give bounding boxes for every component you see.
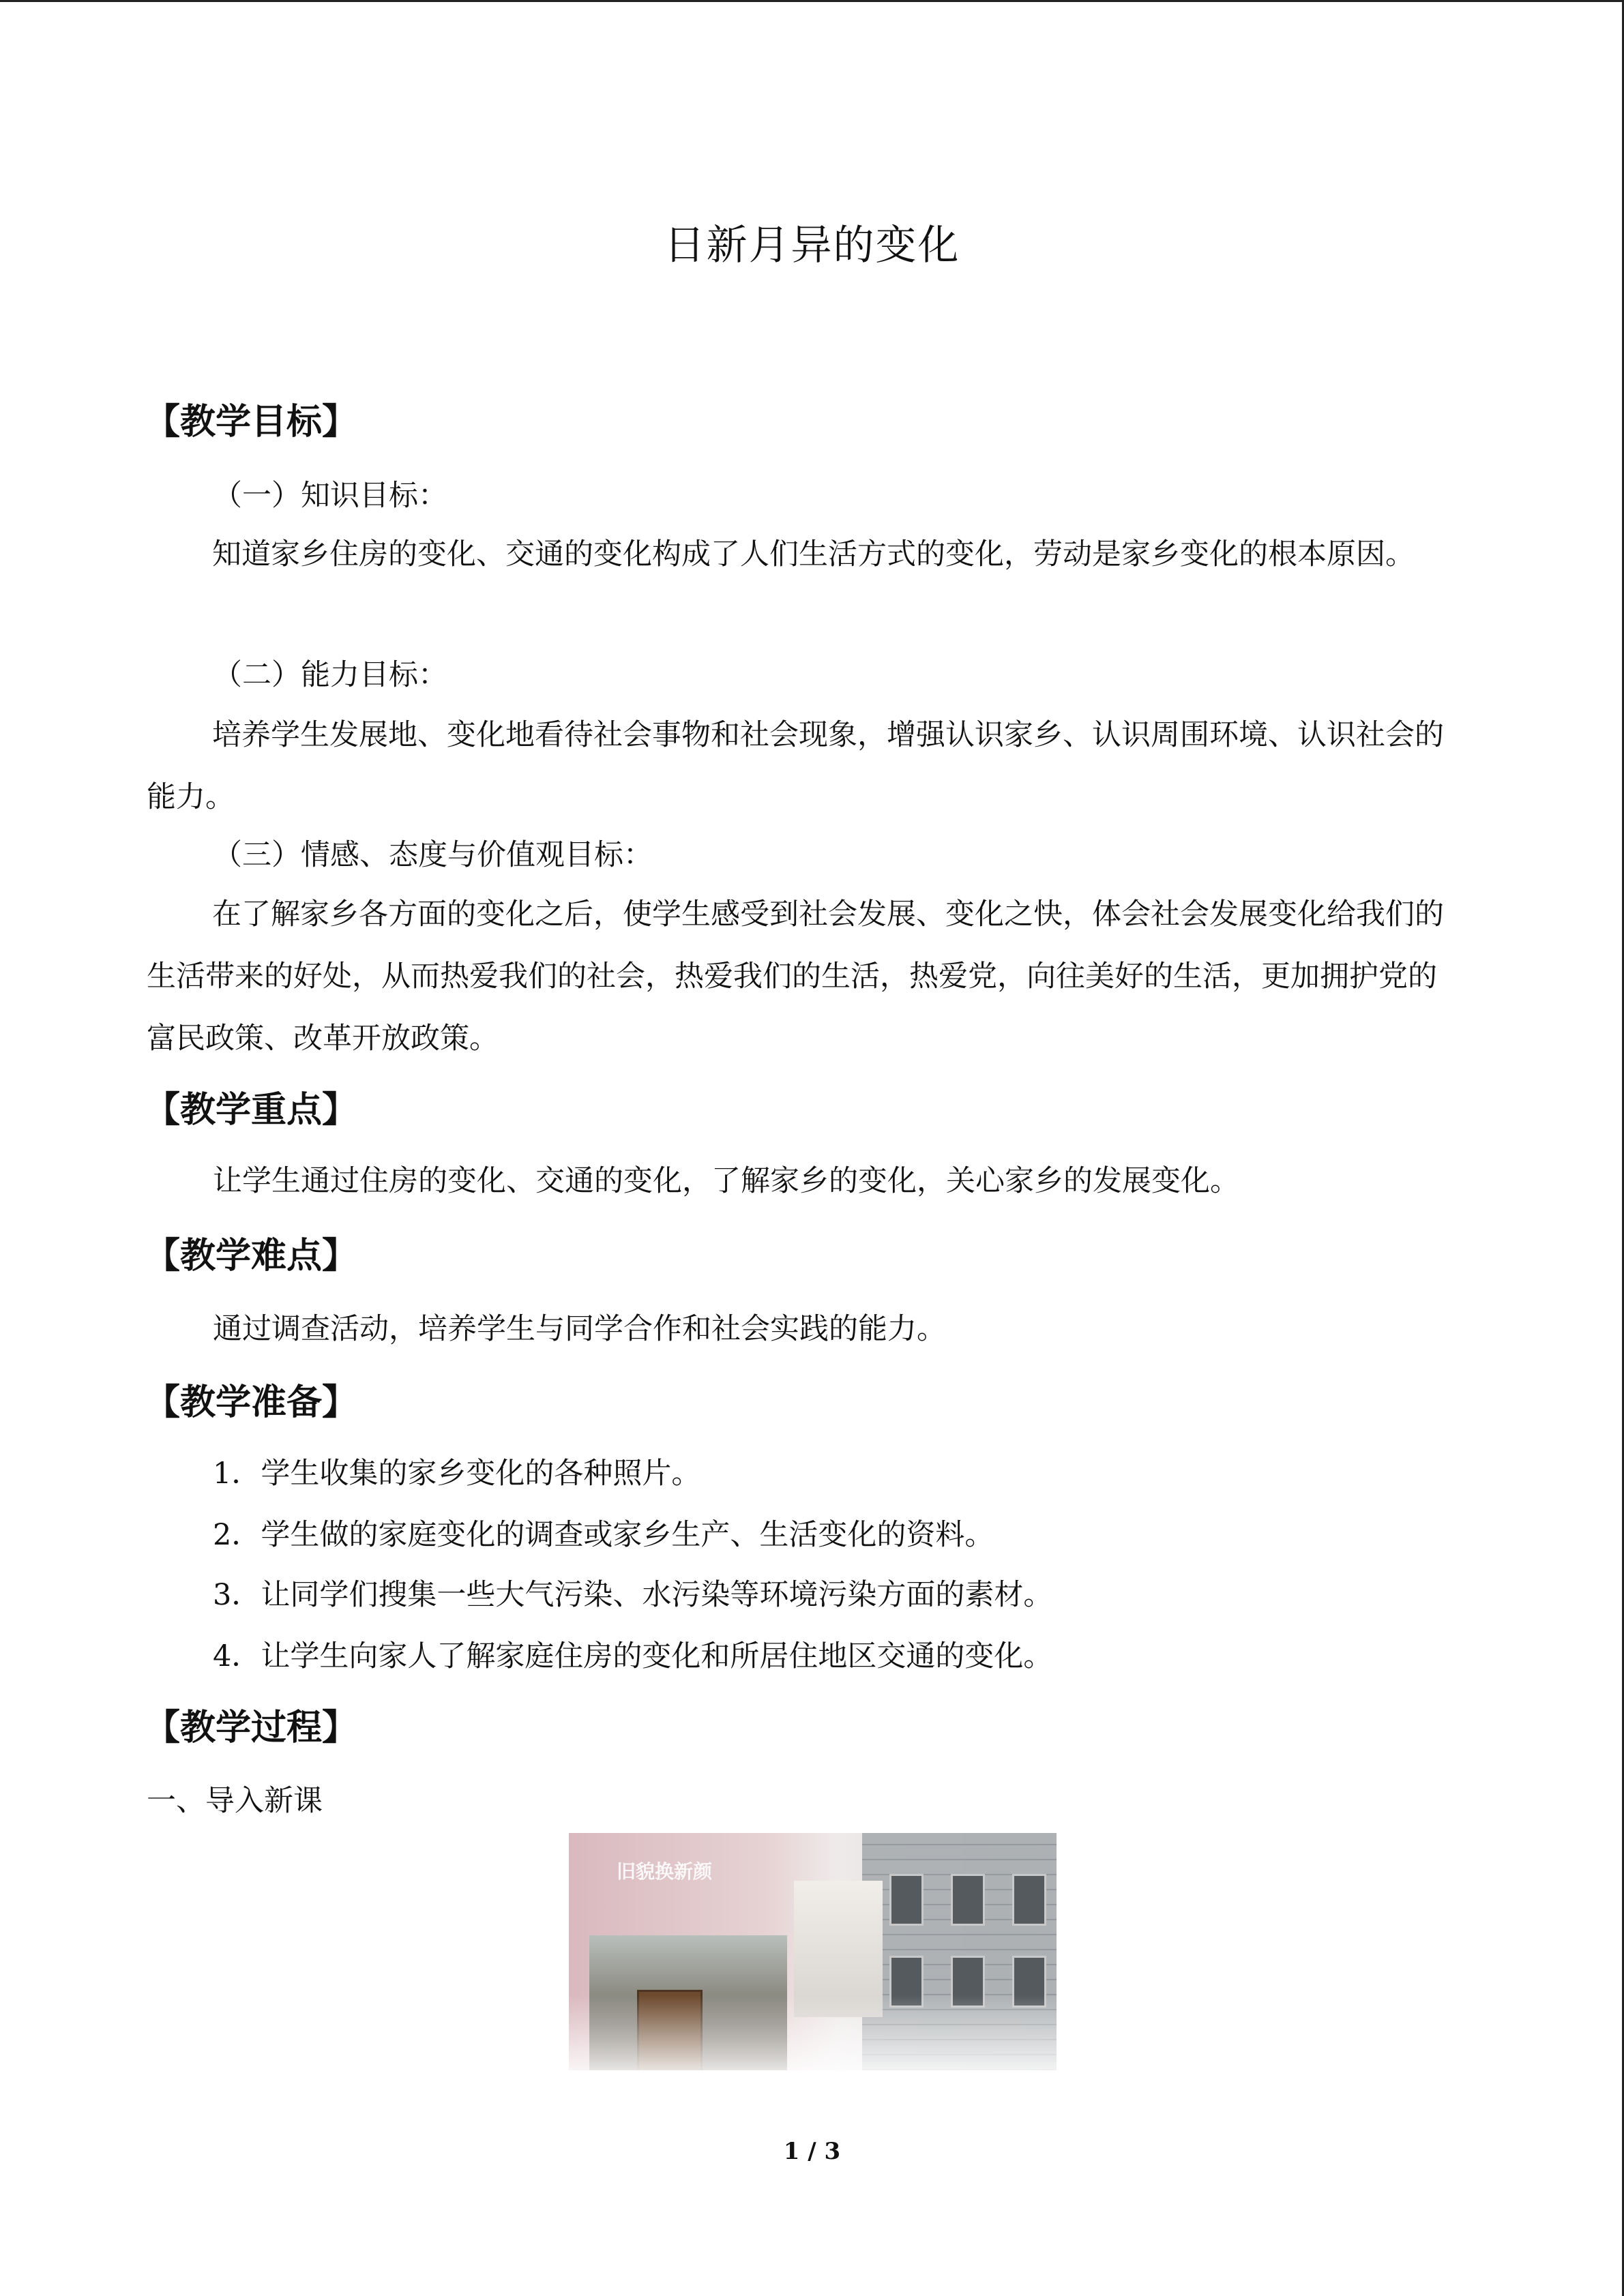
housing-change-photo [569,1833,1057,2070]
preparation-item: 4．让学生向家人了解家庭住房的变化和所居住地区交通的变化。 [213,1639,1053,1673]
preparation-item: 1．学生收集的家乡变化的各种照片。 [213,1457,701,1491]
page-number: 1 / 3 [783,2138,841,2165]
heading-difficulties: 【教学难点】 [145,1236,358,1277]
heading-preparation: 【教学准备】 [145,1382,358,1423]
building-window [1012,1874,1046,1926]
emotion-objective-label: （三）情感、态度与价值观目标： [213,838,653,872]
preparation-item: 2．学生做的家庭变化的调查或家乡生产、生活变化的资料。 [213,1518,994,1552]
emotion-objective-text: 在了解家乡各方面的变化之后，使学生感受到社会发展、变化之快，体会社会发展变化给我们的生活带来的好处，从而热爱我们的社会，热爱我们的生活，热爱党，向往美好的生活，更加拥护党的富民政策、改革开放政策。 [147,897,1444,1056]
key-points-text: 让学生通过住房的变化、交通的变化，了解家乡的变化，关心家乡的发展变化。 [213,1164,1239,1198]
heading-objectives: 【教学目标】 [145,402,358,443]
photo-fade [569,1995,1057,2070]
process-step-intro: 一、导入新课 [147,1784,323,1818]
page-border-top [0,0,1624,2]
heading-process: 【教学过程】 [145,1708,358,1748]
ability-objective-text: 培养学生发展地、变化地看待社会事物和社会现象，增强认识家乡、认识周围环境、认识社会的能力。 [147,718,1444,814]
knowledge-objective-label: （一）知识目标： [213,479,447,513]
building-window [889,1874,924,1926]
ability-objective-label: （二）能力目标： [213,658,447,692]
preparation-item: 3．让同学们搜集一些大气污染、水污染等环境污染方面的素材。 [213,1578,1053,1612]
knowledge-objective-text: 知道家乡住房的变化、交通的变化构成了人们生活方式的变化，劳动是家乡变化的根本原因。 [212,537,1415,571]
building-window [951,1874,985,1926]
photo-label: 旧貌换新颜 [617,1860,713,1883]
heading-key-points: 【教学重点】 [145,1090,358,1131]
difficulties-text: 通过调查活动，培养学生与同学合作和社会实践的能力。 [213,1312,946,1346]
document-title: 日新月异的变化 [664,222,960,269]
